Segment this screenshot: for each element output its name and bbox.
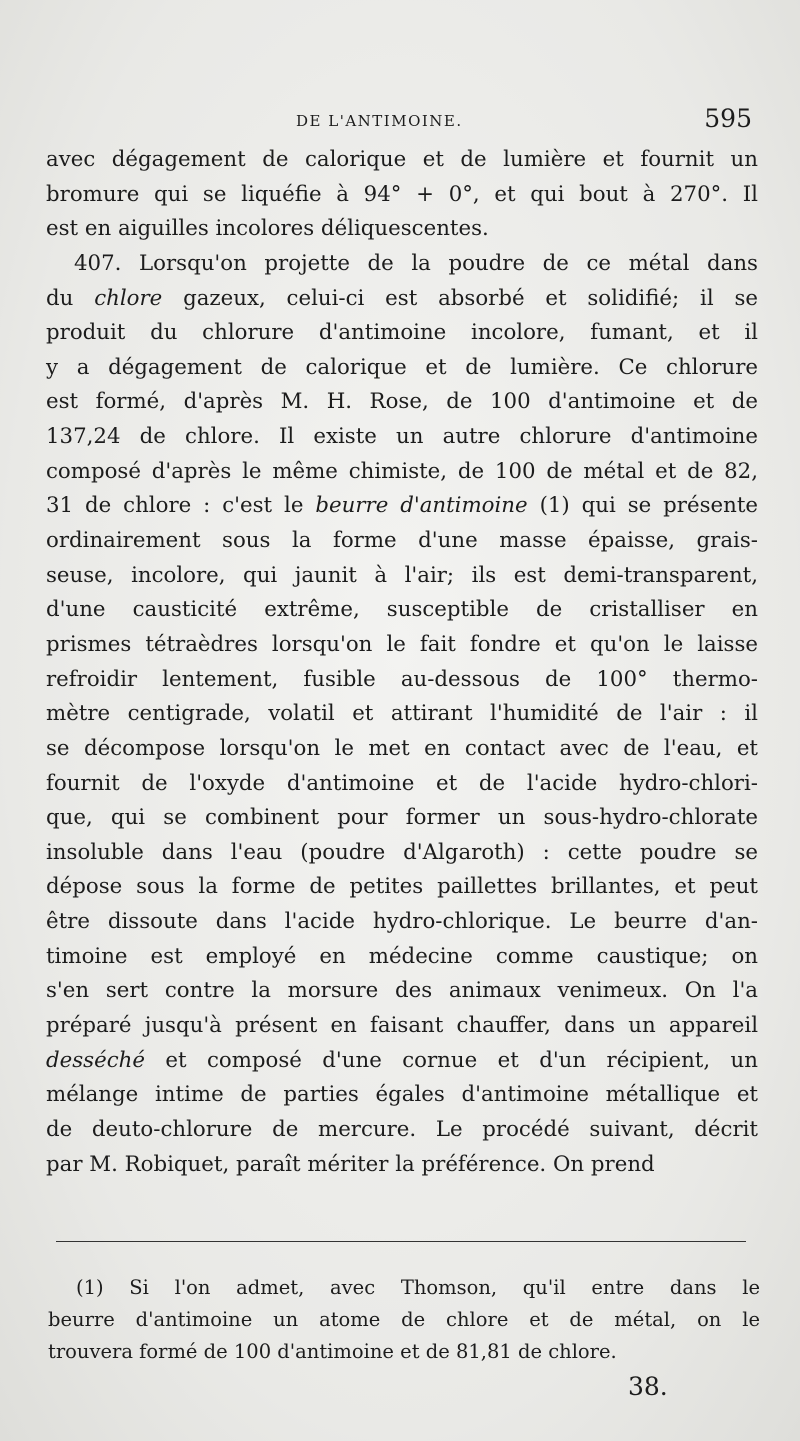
text-line: est en aiguilles incolores déliquescentes. xyxy=(46,216,489,242)
footnote-line: trouvera formé de 100 d'antimoine et de 81,81 de chlore. xyxy=(48,1340,617,1363)
signature-mark: 38. xyxy=(628,1372,668,1401)
text-line: insoluble dans l'eau (poudre d'Algaroth) : cette poudre se xyxy=(46,839,758,865)
text-line: seuse, incolore, qui jaunit à l'air; ils est demi-transparent, xyxy=(46,562,758,588)
text-line: est formé, d'après M. H. Rose, de 100 d'antimoine et de xyxy=(46,389,758,415)
text-fragment: gazeux, celui-ci est absorbé et solidifié; il se xyxy=(183,285,758,311)
text-line: refroidir lentement, fusible au-dessous de 100° thermo- xyxy=(46,666,758,692)
text-line xyxy=(46,1044,758,1079)
italic-term-beurre: beurre d'antimoine xyxy=(315,493,528,519)
text-line: dépose sous la forme de petites paillettes brillantes, et peut xyxy=(46,874,758,900)
text-line: produit du chlorure d'antimoine incolore, fumant, et il xyxy=(46,320,758,346)
text-line: de deuto-chlorure de mercure. Le procédé suivant, décrit xyxy=(46,1116,758,1142)
italic-term-desseche: desséché xyxy=(46,1047,145,1073)
running-head: DE L'ANTIMOINE. xyxy=(296,112,463,130)
text-line: fournit de l'oxyde d'antimoine et de l'acide hydro-chlori- xyxy=(46,770,758,796)
footnote-divider xyxy=(56,1241,746,1242)
text-line: 407. Lorsqu'on projette de la poudre de ce métal dans xyxy=(74,250,758,276)
text-line xyxy=(46,489,758,524)
footnote xyxy=(48,1272,760,1368)
text-fragment: du xyxy=(46,285,74,311)
text-line: bromure qui se liquéfie à 94° + 0°, et qui bout à 270°. Il xyxy=(46,181,758,207)
text-line: s'en sert contre la morsure des animaux venimeux. On l'a xyxy=(46,978,758,1004)
text-line: 137,24 de chlore. Il existe un autre chlorure d'antimoine xyxy=(46,424,758,450)
footnote-line: beurre d'antimoine un atome de chlore et de métal, on le xyxy=(48,1308,760,1331)
text-line: d'une causticité extrême, susceptible de cristalliser en xyxy=(46,597,758,623)
text-line: préparé jusqu'à présent en faisant chauffer, dans un appareil xyxy=(46,1013,758,1039)
text-line: timoine est employé en médecine comme caustique; on xyxy=(46,943,758,969)
italic-term-chlore: chlore xyxy=(94,285,163,311)
text-line: composé d'après le même chimiste, de 100 de métal et de 82, xyxy=(46,458,758,484)
text-line: y a dégagement de calorique et de lumière. Ce chlorure xyxy=(46,354,758,380)
text-line: ordinairement sous la forme d'une masse épaisse, grais- xyxy=(46,528,758,554)
text-line: mélange intime de parties égales d'antimoine métallique et xyxy=(46,1082,758,1108)
text-line: avec dégagement de calorique et de lumière et fournit un xyxy=(46,147,758,172)
page-number: 595 xyxy=(704,104,752,133)
text-fragment: et composé d'une cornue et d'un récipient, un xyxy=(165,1047,758,1073)
text-fragment: 31 de chlore : c'est le xyxy=(46,493,304,519)
body-text xyxy=(46,143,758,1182)
text-fragment: (1) qui se présente xyxy=(539,493,758,519)
footnote-line: (1) Si l'on admet, avec Thomson, qu'il entre dans le xyxy=(76,1276,760,1299)
text-line: mètre centigrade, volatil et attirant l'humidité de l'air : il xyxy=(46,701,758,727)
text-line: être dissoute dans l'acide hydro-chlorique. Le beurre d'an- xyxy=(46,909,758,935)
text-line xyxy=(46,282,758,317)
text-line: que, qui se combinent pour former un sous-hydro-chlorate xyxy=(46,805,758,831)
page-header xyxy=(46,104,756,140)
text-line: par M. Robiquet, paraît mériter la préférence. On prend xyxy=(46,1151,655,1177)
text-line: se décompose lorsqu'on le met en contact avec de l'eau, et xyxy=(46,735,758,761)
text-line: prismes tétraèdres lorsqu'on le fait fondre et qu'on le laisse xyxy=(46,631,758,657)
